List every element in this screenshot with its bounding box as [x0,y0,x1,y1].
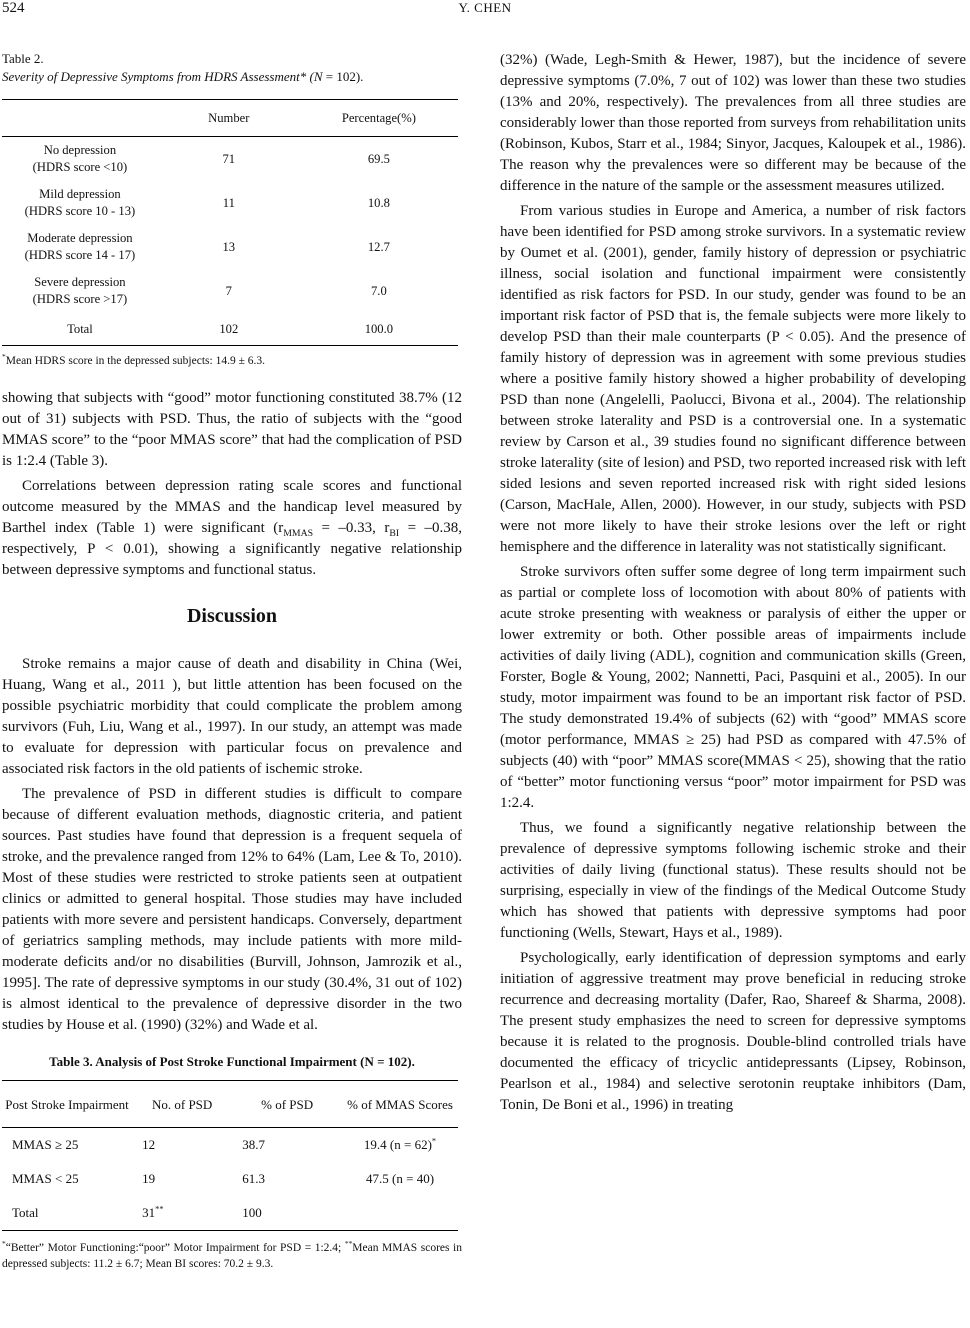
left-paragraph-2: Correlations between depression rating scale scores and functional outcome measured by the MMAS and the handicap level measured by Barthel index (Table 1) were significant ($r_{MMAS} = -0.33$, $r_{BI} = -0.38$, respectively, P < 0.01), showing a significantly negative relationship between depressive symptoms and functional status. [2,478,462,578]
table2-cell-percentage: 12.7 [367,239,390,254]
right-paragraph-3: Stroke survivors often suffer some degree of long term impairment such as partial or complete loss of locomotion with about 80% of patients with acute stroke presenting with weakness or paralysis of either the upper or lower extremity or both. Other possible areas of impairments include activities of daily living (ADL), cognition and communication skills (Green, Forster, Bogle & Young, 2002; Nannetti, Paci, Pasquini et al., 2005). In our study, motor impairment was found to be an important risk factor of PSD. The study demonstrated 19.4% of subjects (62) with “good” MMAS score (motor performance, MMAS ≥ 25) had PSD as compared with 47.5% of subjects (40) with “poor” MMAS score(MMAS < 25), showing that the ratio of “better” motor functioning versus “poor” motor impairment for PSD was 1:2.4. [500,564,966,811]
table-row [2,269,458,313]
table3-header: No. of PSD [132,1081,232,1128]
table3 [2,1080,458,1231]
table2-cell-number: 13 [222,239,236,254]
table3-cell-impairment: Total [2,1196,132,1231]
table2-cell-percentage: 10.8 [367,195,390,210]
left-paragraph-1: showing that subjects with “good” motor functioning constituted 38.7% (12 out of 31) subjects with PSD. Thus, the ratio of subjects with the “good MMAS score” to the “poor MMAS score” that had the complication of PSD is 1:2.4 (Table 3). [2,390,462,469]
table2-header-row [2,100,458,137]
table3-cell-pct-psd: 38.7 [242,1137,265,1152]
table2-footnote: *Mean HDRS score in the depressed subjects: 14.9 ± 6.3. [2,352,266,367]
table-row [2,181,458,225]
right-paragraph-1: (32%) (Wade, Legh-Smith & Hewer, 1987), but the incidence of severe depressive symptoms (7.0%, 7 out of 102) was lower than these two studies (13% and 20%, respectively). The prevalences from all three studies are considerably lower than those reported from surveys from rehabilitation units (Robinson, Kubos, Starr et al., 1984; Sinyor, Jacques, Kaloupek et al., 1986). The reason why the prevalences were so different may be because of the difference in the nature of the sample or the assessment measures utilized. [500,52,966,194]
table3-cell-pct-mmas: 19.4 (n = 62)* [363,1135,437,1152]
table2-cell-percentage: 7.0 [371,283,387,298]
table3-cell-no-psd: 12 [142,1137,156,1152]
table3-cell-pct-psd: 61.3 [242,1171,265,1186]
table3-header-row [2,1081,458,1128]
table2-cell-number: 102 [158,313,300,346]
table2-header: Percentage(%) [300,100,458,137]
page-number: 524 [2,0,25,16]
right-paragraph-5: Psychologically, early identification of depression symptoms and early initiation of aggressive treatment may prove beneficial in reducing stroke recurrence and decreasing mortality (Dafer, Rao, Shareef & Sharma, 2008). The present study emphasizes the need to screen for depressive symptoms because it is related to the prognosis. Double-blind controlled trials have documented the efficacy of tricyclic antidepressants (Lipsey, Robinson, Pearlson et al., 1984) and selective serotonin reuptake inhibitors (Dam, Tonin, De Boni et al., 1996) in treating [500,950,966,1113]
table3-header: % of PSD [232,1081,342,1128]
table2-cell-category: Mild depression (HDRS score 10 - 13) [24,187,136,218]
table-row [2,313,458,346]
table-row [2,225,458,269]
table3-header: % of MMAS Scores [342,1081,458,1128]
table3-caption: Table 3. Analysis of Post Stroke Functional Impairment (N = 102). [49,1054,415,1069]
table-row [2,1162,458,1196]
table-row [2,137,458,182]
table2-cell-percentage: 69.5 [367,151,390,166]
table-row [2,1196,458,1231]
table3-footnote: *“Better” Motor Functioning:“poor” Motor Impairment for PSD = 1:2.4; **Mean MMAS scores in depressed subjects: 11.2 ± 6.7; Mean BI scores: 70.2 ± 9.3. [2,1239,462,1270]
left-column [2,50,462,1272]
table3-cell-no-psd: 19 [142,1171,156,1186]
table2-cell-category: Total [2,313,158,346]
table2-cell-category: Moderate depression (HDRS score 14 - 17) [24,231,136,262]
table2-cell-number: 7 [225,283,232,298]
discussion-heading: Discussion [186,605,278,627]
right-paragraph-2: From various studies in Europe and America, a number of risk factors have been identified for PSD among stroke survivors. In a systematic review by Oumet et al. (2001), gender, family history of depression or psychiatric illness, social isolation and functional impairment were consistently identified as risk factors for PSD. In our study, gender was found to be an important risk factor of PSD that is, the female subjects were more likely to develop PSD than their male counterparts (P < 0.05). And the presence of family history of depression was in agreement with some previous studies where a positive family history showed a higher probability of developing PSD than none (Angelelli, Paolucci, Bivona et al., 2004). The relationship between stroke laterality and PSD is a controversial one. In a systematic review by Carson et al., 39 studies found no significant difference between stroke laterality (site of lesion) and PSD, two reported increased risk with left sided lesions and seven reported increased risk with right sided lesions (Carson, MacHale, Allen, 2000). However, in our study, subjects with PSD were not more likely to have their stroke lesions over the left or right hemisphere and the difference in laterality was not statistically significant. [500,203,966,555]
table3-cell-impairment: MMAS < 25 [12,1171,79,1186]
table2-cell-number: 11 [222,195,235,210]
table2-header [2,100,158,137]
table2-cell-number: 71 [222,151,236,166]
table3-cell-no-psd: 31** [132,1196,232,1231]
table3-cell-impairment: MMAS ≥ 25 [12,1137,79,1152]
table3-cell-pct-mmas [342,1196,458,1231]
table2-header: Number [158,100,300,137]
running-header-author: Y. CHEN [458,0,512,15]
left-paragraph-4: The prevalence of PSD in different studies is difficult to compare because of different evaluation methods, diagnostic criteria, and patient sources. Past studies have found that depression is a frequent sequela of stroke, and the prevalence ranged from 12% to 64% (Lam, Lee & To, 2010). Most of these studies were restricted to stroke patients seen at outpatient clinics or admitted to general hospital. Those studies may have included patients with more severe and persistent handicaps. Conversely, department of geriatrics sampling methods, may include patients with more mild-moderate deficits and/or no disabilities (Burvill, Johnson, Jamrozik et al., 1995]. The rate of depressive symptoms in our study (30.4%, 31 out of 102) is almost identical to the prevalence of depressive disorder in the two studies by House et al. (1990) (32%) and Wade et al. [2,786,462,1033]
table2-label: Table 2. [2,51,44,66]
table2-title: Severity of Depressive Symptoms from HDRS Assessment* (N = 102). [2,69,364,84]
right-paragraph-4: Thus, we found a significantly negative relationship between the prevalence of depressive symptoms following ischemic stroke and their activities of daily living (functional status). These results should not be surprising, especially in view of the findings of the Medical Outcome Study which has showed that patients with depressive symptoms had poor functioning (Wells, Stewart, Hays et al., 1989). [500,820,966,941]
table2 [2,99,458,346]
right-column [500,50,966,1116]
table3-cell-pct-mmas: 47.5 (n = 40) [366,1171,435,1186]
table2-cell-percentage: 100.0 [300,313,458,346]
table2-cell-category: No depression (HDRS score <10) [32,143,128,174]
table3-cell-pct-psd: 100 [232,1196,342,1231]
table2-cell-category: Severe depression (HDRS score >17) [32,275,128,306]
left-paragraph-3: Stroke remains a major cause of death and disability in China (Wei, Huang, Wang et al., 2011 ), but little attention has been focused on the possible psychiatric morbidity that could complicate the problem among survivors (Fuh, Liu, Wang et al., 1997). In our study, an attempt was made to evaluate for depression with particular focus on prevalence and associated risk factors in the old patients of ischemic stroke. [2,656,462,777]
table3-header: Post Stroke Impairment [2,1081,132,1128]
table-row [2,1128,458,1163]
